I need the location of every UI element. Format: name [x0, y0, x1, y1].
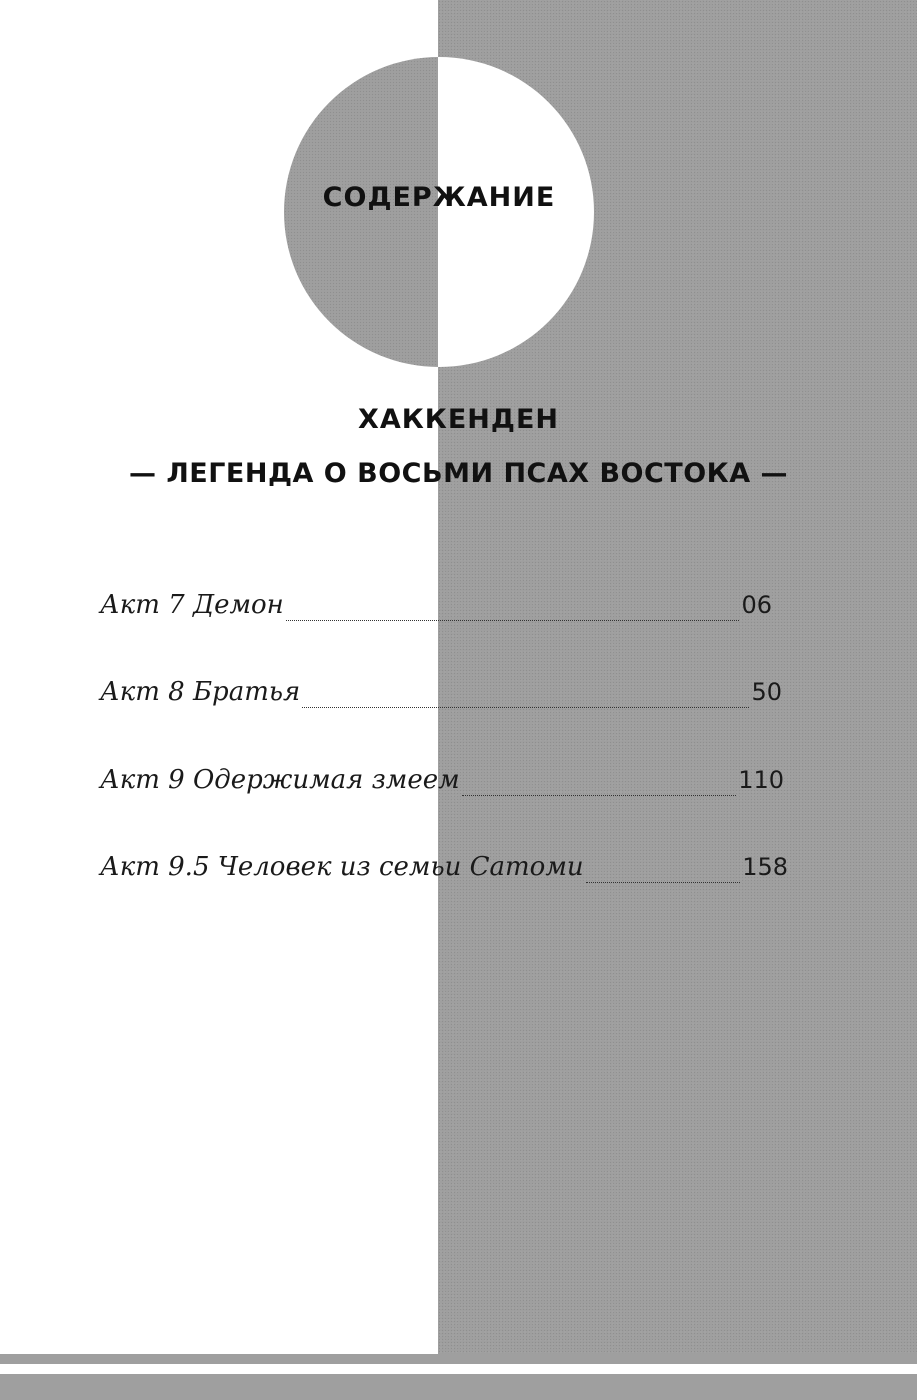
- bottom-stripe-upper: [0, 1354, 917, 1364]
- toc-item[interactable]: [100, 677, 782, 717]
- bottom-stripe-lower: [0, 1374, 917, 1400]
- book-subtitle: — ЛЕГЕНДА О ВОСЬМИ ПСАХ ВОСТОКА —: [128, 458, 789, 489]
- toc-item-label: Акт 9.5 Человек из семьи Сатоми: [100, 852, 584, 882]
- toc-item-page: 110: [738, 766, 784, 794]
- toc-leader-dots: [302, 707, 749, 708]
- toc-leader-dots: [286, 620, 740, 621]
- toc-item-page: 50: [751, 678, 782, 706]
- toc-item-page: 06: [741, 591, 772, 619]
- toc-item-page: 158: [742, 853, 788, 881]
- page-heading: СОДЕРЖАНИЕ: [322, 182, 556, 213]
- book-title: ХАККЕНДЕН: [358, 404, 559, 435]
- toc-leader-dots: [586, 882, 741, 883]
- toc-item[interactable]: [100, 765, 784, 805]
- toc-item[interactable]: [100, 590, 772, 630]
- toc-item-label: Акт 9 Одержимая змеем: [100, 765, 460, 795]
- toc-leader-dots: [462, 795, 737, 796]
- toc-item-label: Акт 7 Демон: [100, 590, 284, 620]
- bottom-stripe-gap: [0, 1364, 917, 1374]
- toc-item-label: Акт 8 Братья: [100, 677, 301, 707]
- toc-item[interactable]: [100, 852, 788, 892]
